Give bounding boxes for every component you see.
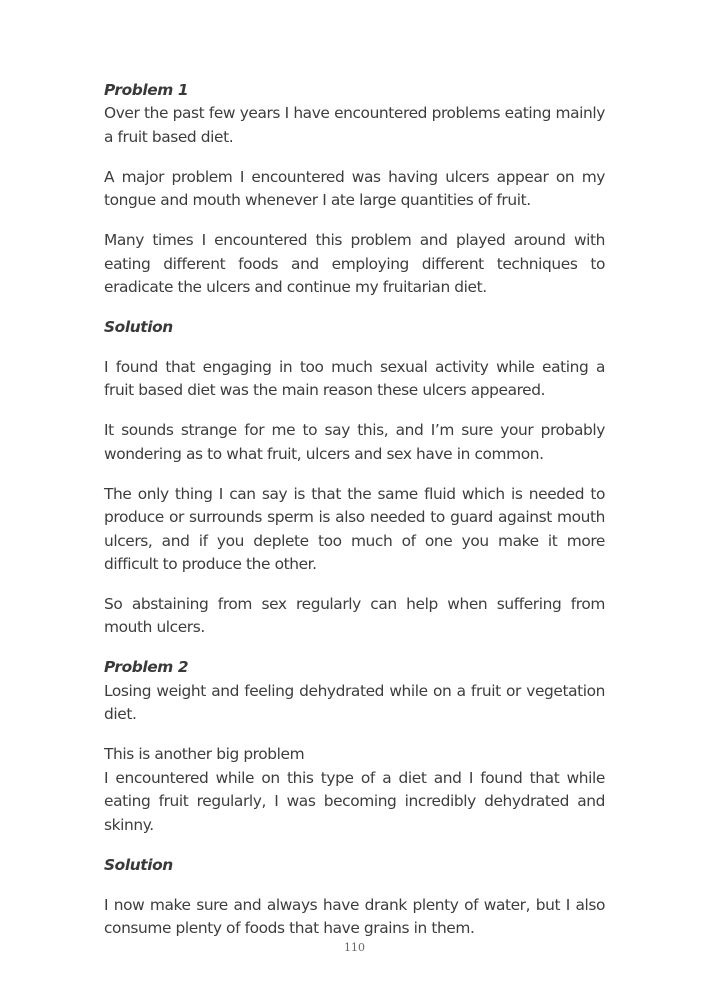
problem-1-paragraph-2: A major problem I encountered was having ulcers appear on my tongue and mouth whenever I ate large quantities of fruit.: [104, 167, 605, 210]
page-content: [104, 79, 605, 957]
problem-2-section: [104, 656, 605, 726]
problem-1-intro: Over the past few years I have encountered problems eating mainly a fruit based diet.: [104, 104, 605, 146]
page-number: 110: [344, 941, 365, 954]
problem-2-paragraph-2: [104, 743, 605, 837]
problem-1-heading: Problem 1: [104, 81, 189, 99]
solution-1-paragraph-2: It sounds strange for me to say this, and I’m sure your probably wondering as to what fruit, ulcers and sex have in common.: [104, 421, 605, 463]
problem-2-paragraph-2-line-1: This is another big problem: [104, 745, 305, 764]
problem-2-heading: Problem 2: [104, 658, 189, 677]
solution-1-paragraph-3: The only thing I can say is that the same fluid which is needed to produce or surrounds sperm is also needed to guard against mouth ulcers, and if you deplete too much of one you make it more difficult to produce the other.: [104, 484, 605, 574]
solution-2-paragraph-1: I now make sure and always have drank plenty of water, but I also consume plenty of foods that have grains in them.: [104, 895, 605, 937]
problem-1-section: [104, 79, 605, 149]
solution-1-paragraph-1: I found that engaging in too much sexual activity while eating a fruit based diet was the main reason these ulcers appeared.: [104, 358, 605, 400]
solution-2-heading: Solution: [104, 855, 173, 874]
problem-2-intro: Losing weight and feeling dehydrated while on a fruit or vegetation diet.: [104, 681, 605, 724]
solution-1-heading: Solution: [104, 318, 173, 337]
problem-2-paragraph-2-line-2: I encountered while on this type of a diet and I found that while eating fruit regularly, I was becoming incredibly dehydrated and skinny.: [104, 768, 605, 834]
problem-1-paragraph-3: Many times I encountered this problem and played around with eating different foods and employing different techniques to eradicate the ulcers and continue my fruitarian diet.: [104, 231, 605, 297]
solution-1-paragraph-4: So abstaining from sex regularly can help when suffering from mouth ulcers.: [104, 595, 605, 637]
